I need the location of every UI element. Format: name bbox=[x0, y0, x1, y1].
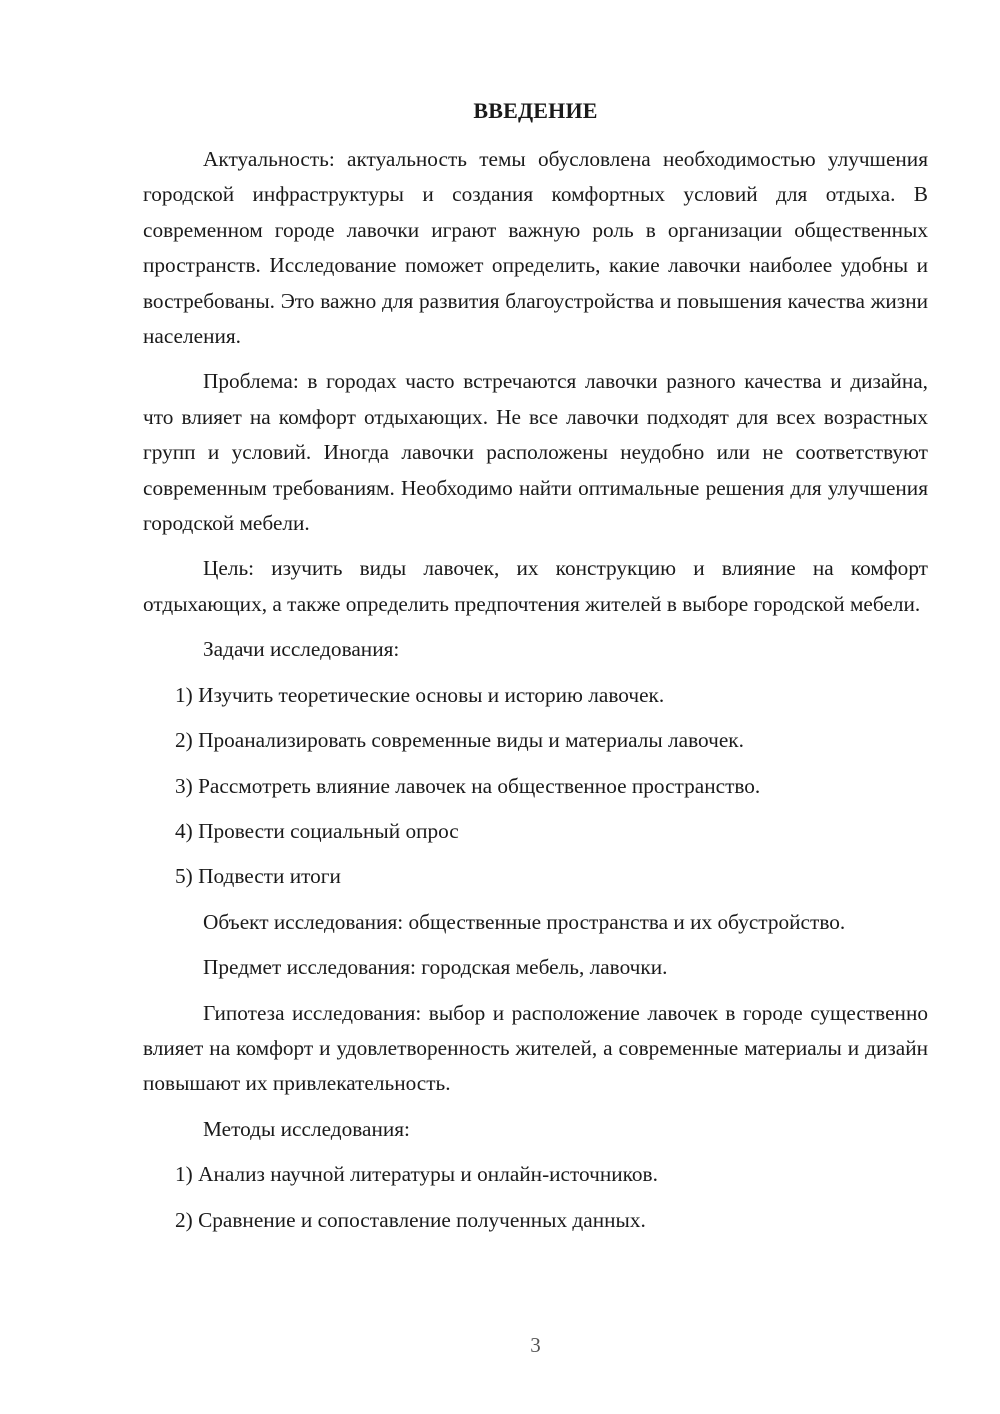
section-heading: ВВЕДЕНИЕ bbox=[473, 98, 598, 123]
task-item-4: 4) Провести социальный опрос bbox=[175, 818, 459, 843]
hypothesis-paragraph: Гипотеза исследования: выбор и расположение лавочек в городе существенно влияет на комфорт и удовлетворенность жителей, а современные материалы и дизайн повышают их привлекательность. bbox=[143, 1000, 928, 1096]
document-page bbox=[143, 0, 928, 1414]
relevance-paragraph: Актуальность: актуальность темы обусловлена необходимостью улучшения городской инфраструктуры и создания комфортных условий для отдыха. В современном городе лавочки играют важную роль в организации общественных пространств. Исследование поможет определить, какие лавочки наиболее удобны и востребованы. Это важно для развития благоустройства и повышения качества жизни населения. bbox=[143, 147, 928, 349]
method-item-1: 1) Анализ научной литературы и онлайн-источников. bbox=[175, 1162, 658, 1187]
subject-paragraph: Предмет исследования: городская мебель, лавочки. bbox=[203, 955, 668, 980]
goal-paragraph: Цель: изучить виды лавочек, их конструкцию и влияние на комфорт отдыхающих, а также определить предпочтения жителей в выборе городской мебели. bbox=[143, 556, 928, 616]
task-item-1: 1) Изучить теоретические основы и историю лавочек. bbox=[175, 682, 665, 707]
methods-label: Методы исследования: bbox=[203, 1116, 410, 1141]
task-item-3: 3) Рассмотреть влияние лавочек на общественное пространство. bbox=[175, 773, 761, 798]
tasks-label: Задачи исследования: bbox=[203, 637, 400, 662]
problem-paragraph: Проблема: в городах часто встречаются лавочки разного качества и дизайна, что влияет на комфорт отдыхающих. Не все лавочки подходят для всех возрастных групп и условий. Иногда лавочки расположены неудобно или не соответствуют современным требованиям. Необходимо найти оптимальные решения для улучшения городской мебели. bbox=[143, 369, 928, 536]
method-item-2: 2) Сравнение и сопоставление полученных данных. bbox=[175, 1207, 646, 1232]
task-item-2: 2) Проанализировать современные виды и материалы лавочек. bbox=[175, 728, 744, 753]
task-item-5: 5) Подвести итоги bbox=[175, 864, 341, 889]
object-paragraph: Объект исследования: общественные пространства и их обустройство. bbox=[203, 909, 846, 934]
page-number: 3 bbox=[530, 1333, 541, 1357]
body-text bbox=[143, 142, 928, 1248]
